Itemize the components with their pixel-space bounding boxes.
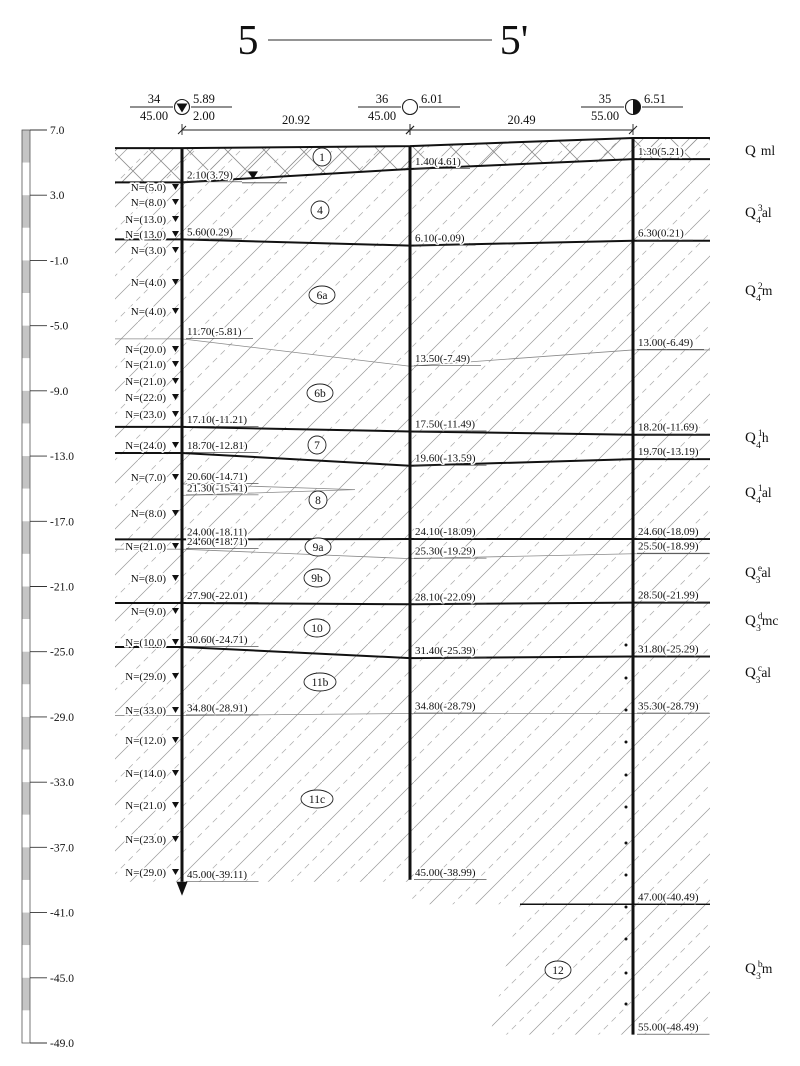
scale-bar-segment [22,130,30,163]
scale-bar-segment [22,228,30,261]
depth-label: 30.60(-24.71) [187,633,248,646]
n-value-label: N=(8.0) [130,508,166,520]
n-value-label: N=(3.0) [130,245,166,257]
layer-bubble-label: 9a [312,541,324,554]
sample-dot [625,774,628,777]
layer-bubble-label: 11c [308,793,326,806]
scale-bar-segment [22,978,30,1011]
strat-label-text: Q ml [745,143,776,159]
strat-label-text: Q $^e$ 3al [745,564,772,586]
scale-tick-label: -37.0 [50,842,74,855]
strat-label [745,204,772,226]
n-value-label: N=(29.0) [125,867,166,879]
n-value-label: N=(21.0) [125,376,166,388]
layer-bubble-label: 6b [314,387,326,400]
scale-bar-segment [22,619,30,652]
borehole-total-depth: 45.00 [139,109,169,123]
strat-label-text: Q $^c$ 3al [745,664,772,686]
section-title-left: 5 [237,18,259,64]
layer-bubble-label: 12 [552,964,564,977]
n-value-label: N=(23.0) [125,409,166,421]
depth-label: 11.70(-5.81) [187,325,242,338]
depth-label: 1.30(5.21) [638,146,684,159]
scale-bar-segment [22,293,30,326]
strat-label-text: Q $^1$ 4h [745,429,769,451]
n-value-label: N=(22.0) [125,392,166,404]
depth-label: 20.60(-14.71) [187,470,248,483]
n-value-label: N=(10.0) [125,637,166,649]
n-value-label: N=(13.0) [125,214,166,226]
depth-label: 28.50(-21.99) [638,589,699,602]
n-value-label: N=(29.0) [125,671,166,683]
n-value-label: N=(7.0) [130,472,166,484]
scale-tick-label: -5.0 [50,320,69,333]
scale-bar-segment [22,358,30,391]
depth-label: 24.60(-18.09) [638,526,699,539]
depth-label: 17.50(-11.49) [415,418,476,431]
sample-dot [625,644,628,647]
scale-tick-label: -9.0 [50,385,69,398]
scale-bar-segment [22,750,30,783]
sample-dot [625,806,628,809]
depth-label: 34.80(-28.91) [187,702,248,715]
strat-label [745,143,775,159]
depth-label: 2.10(3.79) [187,169,233,182]
n-value-label: N=(21.0) [125,800,166,812]
strat-label [745,664,771,686]
n-value-label: N=(13.0) [125,229,166,241]
scale-tick-label: -13.0 [50,451,74,464]
dimension-label: 20.92 [281,113,311,127]
strat-label [745,564,771,586]
depth-label: 13.00(-6.49) [638,336,693,349]
strat-label-text: Q $^b$ 3m [745,960,773,982]
soil-hatch-right [410,138,710,904]
borehole-symbol-open-circle [403,100,418,115]
section-title-right: 5' [499,18,529,64]
n-value-label: N=(4.0) [130,306,166,318]
depth-label: 31.80(-25.29) [638,643,699,656]
scale-bar-segment [22,945,30,978]
sample-dot [625,972,628,975]
sample-dot [625,709,628,712]
depth-label: 6.10(-0.09) [415,232,465,245]
scale-bar-segment [22,163,30,196]
scale-tick-label: -1.0 [50,255,69,268]
depth-label: 31.40(-25.39) [415,645,476,658]
depth-label: 47.00(-40.49) [638,891,699,904]
scale-tick-label: -49.0 [50,1038,74,1050]
depth-label: 45.00(-39.11) [187,868,248,881]
n-value-label: N=(23.0) [125,834,166,846]
depth-label: 35.30(-28.79) [638,700,699,713]
n-value-label: N=(21.0) [125,541,166,553]
strat-label-text: Q $^1$ 4al [745,484,772,506]
scale-tick-label: -17.0 [50,516,74,529]
depth-label: 18.70(-12.81) [187,439,248,452]
borehole-elevation: 5.89 [193,92,215,106]
depth-label: 34.80(-28.79) [415,700,476,713]
strat-label [745,960,773,982]
strat-label [745,282,773,304]
scale-bar-segment [22,489,30,522]
scale-bar-segment [22,652,30,685]
borehole-id: 34 [147,92,161,106]
scale-tick-label: -33.0 [50,777,74,790]
depth-label: 19.70(-13.19) [638,446,699,459]
layer-bubble-label: 11b [311,676,329,689]
strat-label [745,612,778,634]
depth-label: 24.00(-18.11) [187,526,248,539]
borehole-total-depth: 55.00 [590,109,620,123]
scale-bar-segment [22,423,30,456]
scale-tick-label: 3.0 [50,190,65,203]
borehole-id: 36 [375,92,389,106]
depth-label: 27.90(-22.01) [187,589,248,602]
strat-label-text: Q $^3$ 4al [745,204,772,226]
depth-label: 24.60(-18.71) [187,536,248,549]
scale-bar-segment [22,847,30,880]
scale-bar-segment [22,326,30,359]
layer-bubble-label: 1 [319,151,325,164]
scale-bar-segment [22,391,30,424]
borehole-id: 35 [598,92,612,106]
soil-hatch-deep-layer12 [490,904,710,1034]
depth-label: 55.00(-48.49) [638,1021,699,1034]
sample-dot [625,874,628,877]
scale-bar-segment [22,880,30,913]
n-value-label: N=(5.0) [130,182,166,194]
sample-dot [625,677,628,680]
sample-dot [625,741,628,744]
scale-bar-segment [22,717,30,750]
layer-bubble-label: 4 [317,204,323,217]
depth-label: 21.30(-15.41) [187,482,248,495]
borehole-total-depth: 45.00 [367,109,397,123]
depth-label: 25.50(-18.99) [638,540,699,553]
layer-bubble-label: 10 [311,622,323,635]
borehole-symbol-halffill-icon [633,100,641,115]
n-value-label: N=(4.0) [130,277,166,289]
n-value-label: N=(24.0) [125,440,166,452]
dimension-label: 20.49 [507,113,536,127]
depth-label: 1.40(4.61) [415,155,461,168]
scale-bar-segment [22,260,30,293]
strat-label [745,484,772,506]
depth-label: 24.10(-18.09) [415,526,476,539]
n-value-label: N=(8.0) [130,573,166,585]
borehole-34-bottom-arrow [177,882,188,896]
depth-label: 5.60(0.29) [187,226,233,239]
strat-label [745,429,769,451]
scale-tick-label: -45.0 [50,972,74,985]
scale-tick-label: -41.0 [50,907,74,920]
n-value-label: N=(8.0) [130,197,166,209]
sample-dot [625,906,628,909]
n-value-label: N=(14.0) [125,768,166,780]
n-value-label: N=(9.0) [130,606,166,618]
scale-bar-segment [22,456,30,489]
borehole-elevation-2: 2.00 [193,109,215,123]
scale-tick-label: -29.0 [50,711,74,724]
scale-bar-segment [22,587,30,620]
depth-label: 13.50(-7.49) [415,353,470,366]
scale-bar-segment [22,521,30,554]
depth-label: 45.00(-38.99) [415,866,476,879]
scale-tick-label: 7.0 [50,125,65,137]
n-value-label: N=(20.0) [125,344,166,356]
scale-bar-segment [22,782,30,815]
scale-bar-segment [22,1010,30,1043]
borehole-elevation: 6.01 [421,92,443,106]
sample-dot [625,938,628,941]
scale-bar-segment [22,815,30,848]
layer-bubble-label: 7 [314,439,320,452]
scale-bar-segment [22,913,30,946]
depth-label: 6.30(0.21) [638,227,684,240]
depth-label: 18.20(-11.69) [638,421,699,434]
layer-bubble-label: 6a [316,289,328,302]
layer-bubble-label: 8 [315,494,321,507]
soil-hatch-left [115,146,410,905]
sample-dot [625,1003,628,1006]
sample-dot [625,842,628,845]
n-value-label: N=(33.0) [125,705,166,717]
layer-bubble-label: 9b [311,572,323,585]
scale-tick-label: -25.0 [50,646,74,659]
depth-label: 25.30(-19.29) [415,545,476,558]
scale-bar-segment [22,554,30,587]
depth-label: 17.10(-11.21) [187,413,248,426]
n-value-label: N=(12.0) [125,735,166,747]
depth-label: 28.10(-22.09) [415,591,476,604]
n-value-label: N=(21.0) [125,359,166,371]
strat-label-text: Q $^d$ 3mc [745,612,779,634]
scale-bar-segment [22,195,30,228]
scale-tick-label: -21.0 [50,581,74,594]
strat-label-text: Q $^2$ 4m [745,282,773,304]
borehole-elevation: 6.51 [644,92,666,106]
depth-label: 19.60(-13.59) [415,452,476,465]
scale-bar-segment [22,684,30,717]
